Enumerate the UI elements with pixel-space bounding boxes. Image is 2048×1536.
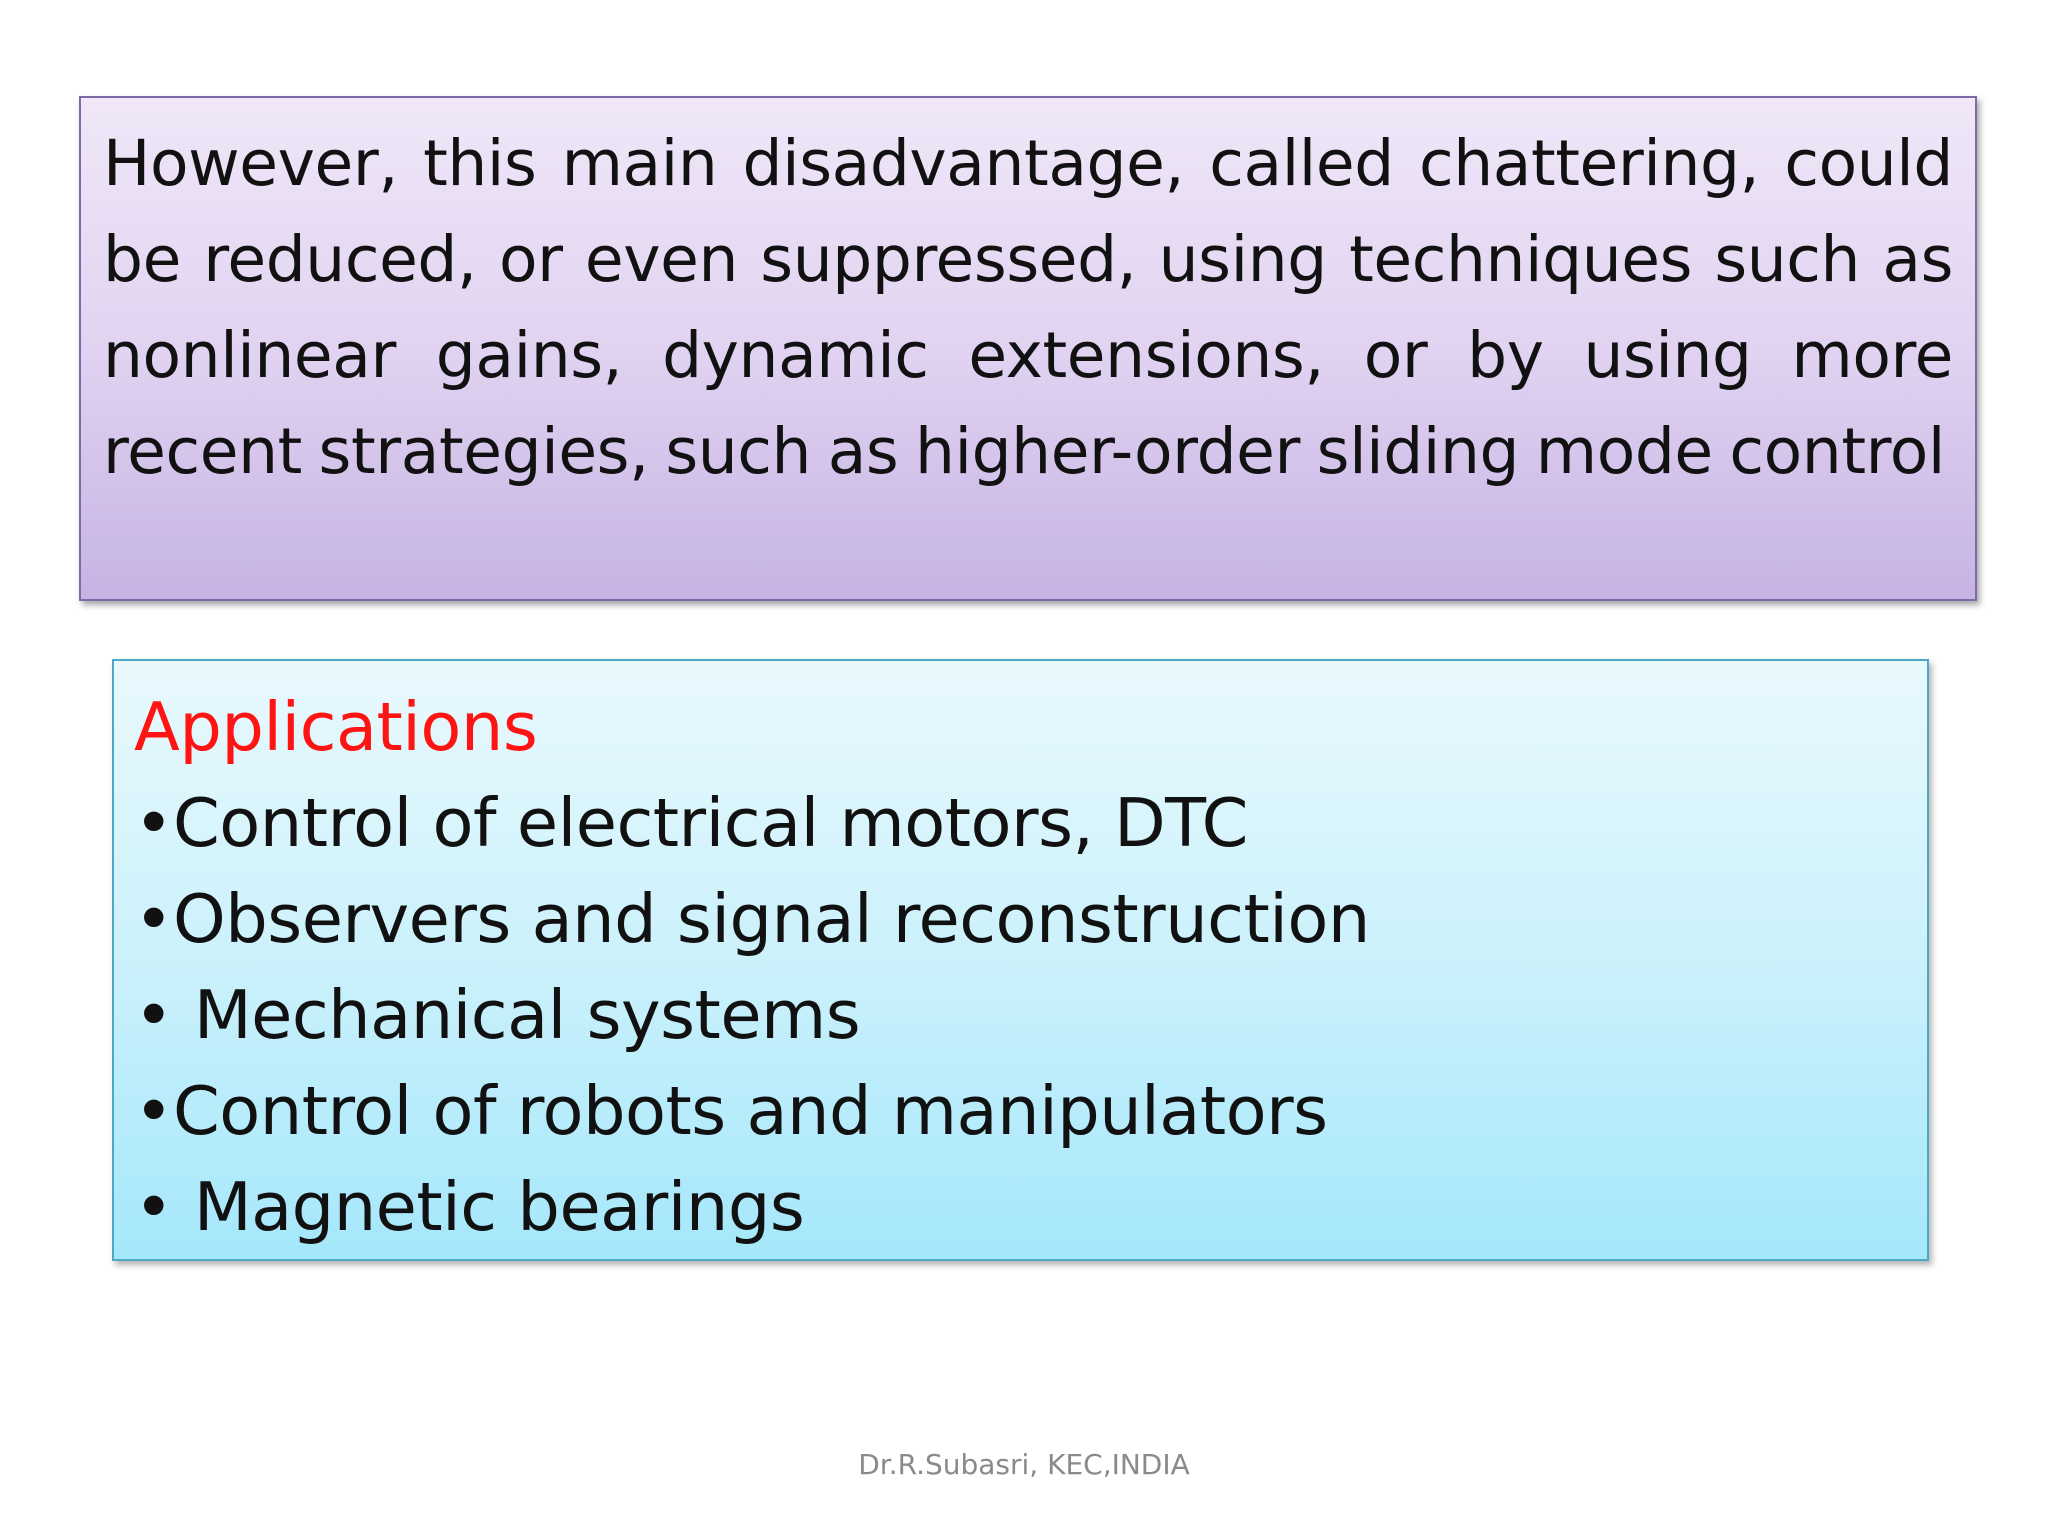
list-item: • Mechanical systems — [134, 976, 861, 1054]
list-item: •Observers and signal reconstruction — [134, 880, 1370, 958]
chattering-paragraph: However, this main disadvantage, called chattering, could be reduced, or even suppressed, using techniques such as nonlinear gains, dynamic extensions, or by using more recent strategies, such as higher-order sliding mode control — [103, 127, 1953, 488]
list-item: •Control of robots and manipulators — [134, 1072, 1328, 1150]
applications-box — [112, 659, 1929, 1261]
list-item: •Control of electrical motors, DTC — [134, 784, 1248, 862]
applications-heading: Applications — [134, 688, 538, 766]
chattering-text-box — [79, 96, 1977, 601]
footer-credit: Dr.R.Subasri, KEC,INDIA — [858, 1448, 1190, 1481]
list-item: • Magnetic bearings — [134, 1168, 805, 1246]
applications-list — [134, 775, 1907, 1255]
